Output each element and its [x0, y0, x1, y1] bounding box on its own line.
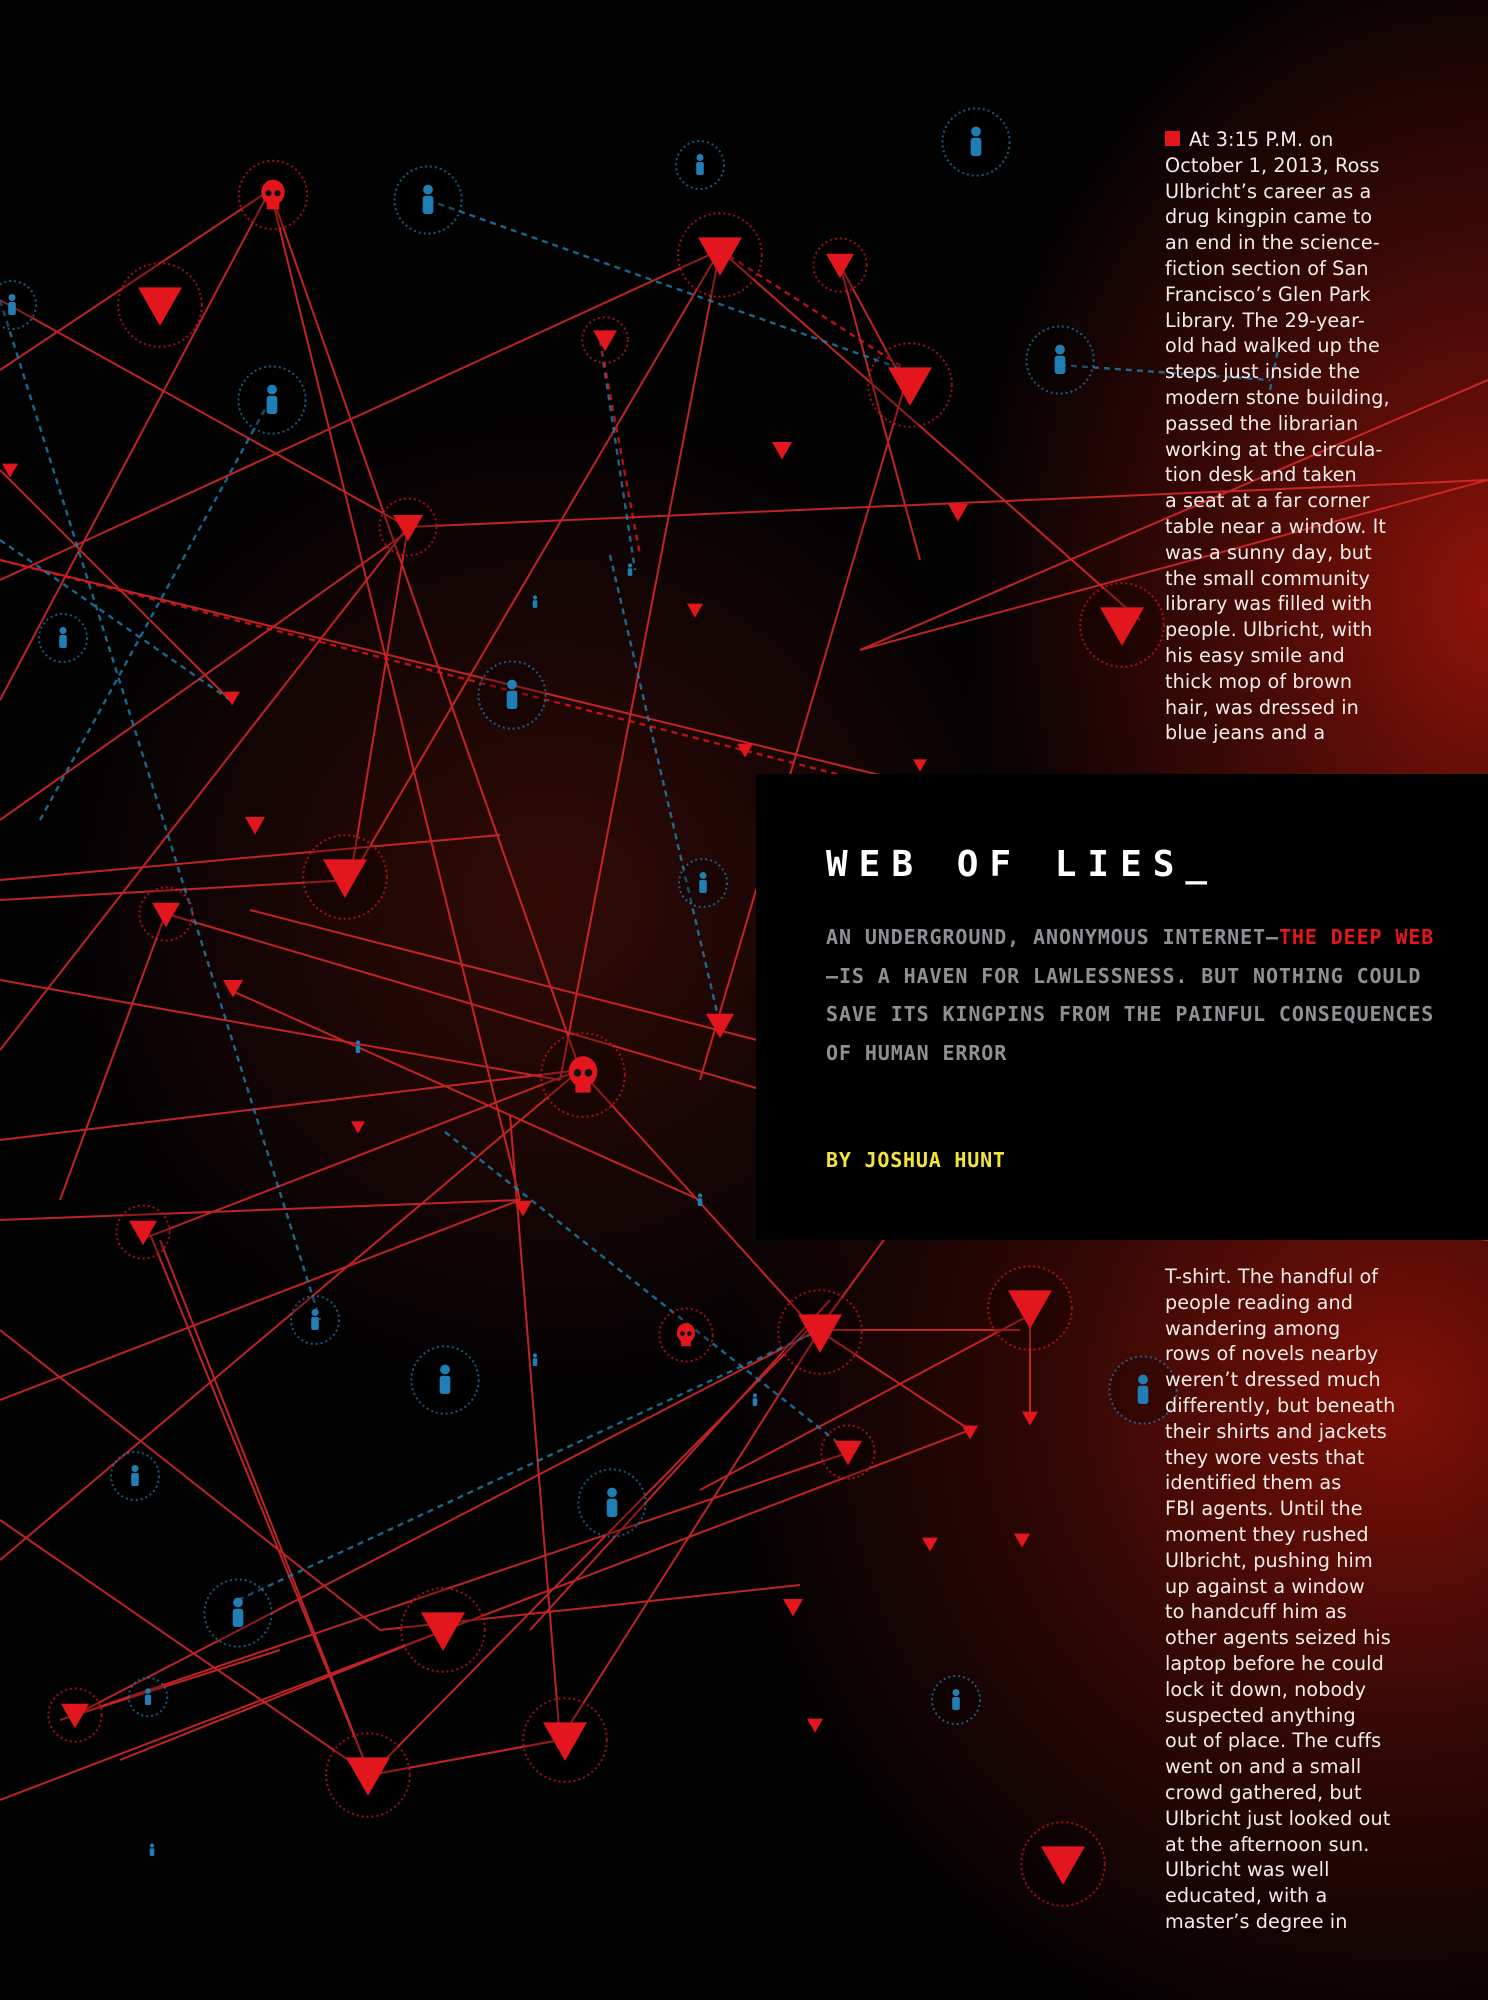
person-icon: [39, 614, 87, 662]
warning-triangle-icon: [772, 442, 792, 460]
person-icon: [411, 1346, 478, 1413]
person-icon: [238, 366, 305, 433]
person-icon: [628, 563, 633, 576]
person-icon: [291, 1296, 339, 1344]
dek-part-2: —IS A HAVEN FOR LAWLESSNESS. BUT NOTHING COULD SAVE ITS KINGPINS FROM THE PAINFUL CONSEQUENCES OF HUMAN ERROR: [826, 963, 1435, 1065]
warning-triangle-icon: [687, 604, 703, 618]
warning-triangle-icon: [351, 1121, 365, 1133]
dek-highlight: THE DEEP WEB: [1278, 925, 1435, 949]
skull-icon: [541, 1033, 625, 1117]
person-icon: [533, 1353, 538, 1366]
body-text-col2: T-shirt. The handful of people reading and wandering among rows of novels nearby weren’t dressed much differently, but beneath their shirts and jackets they wore vests that identified them as FBI agents. Until the moment they rushed Ulbricht, pushing him up against a window to handcuff him as other agents seized his laptop before he could lock it down, nobody suspected anything out of place. The cuffs went on and a small crowd gathered, but Ulbricht just looked out at the afternoon sun. Ulbricht was well educated, with a master’s degree in: [1165, 1265, 1396, 1933]
person-icon: [150, 1843, 155, 1856]
warning-triangle-icon: [245, 817, 265, 835]
warning-triangle-icon: [813, 238, 866, 291]
warning-triangle-icon: [922, 1538, 938, 1552]
warning-triangle-icon: [821, 1425, 874, 1478]
warning-triangle-icon: [988, 1266, 1072, 1350]
body-text-col1: At 3:15 P.M. on October 1, 2013, Ross Ulbricht’s career as a drug kingpin came to an end in the science- fiction section of San Francisco’s Glen Park Library. The 29-year- old had walked up the steps just inside the modern stone building, passed the librarian working at the circula- tion desk and taken a seat at a far corner table near a window. It was a sunny day, but the small community library was filled with people. Ulbricht, with his easy smile and thick mop of brown hair, was dressed in blue jeans and a: [1165, 128, 1390, 745]
warning-triangle-icon: [868, 343, 952, 427]
article-title: WEB OF LIES_: [826, 844, 1219, 885]
person-icon: [533, 595, 538, 608]
person-icon: [698, 1193, 703, 1206]
person-icon: [111, 1452, 159, 1500]
warning-triangle-icon: [380, 499, 437, 556]
skull-icon: [659, 1308, 712, 1361]
person-icon: [204, 1579, 271, 1646]
article-dek: [826, 918, 1446, 1072]
warning-triangle-icon: [1022, 1412, 1038, 1426]
person-icon: [478, 661, 545, 728]
person-icon: [676, 141, 724, 189]
warning-triangle-icon: [706, 1014, 734, 1039]
warning-triangle-icon: [737, 744, 753, 758]
warning-triangle-icon: [303, 835, 387, 919]
person-icon: [578, 1469, 645, 1536]
warning-triangle-icon: [778, 1290, 862, 1374]
dek-part-1: AN UNDERGROUND, ANONYMOUS INTERNET—: [826, 925, 1279, 949]
warning-triangle-icon: [582, 317, 628, 363]
warning-triangle-icon: [678, 213, 762, 297]
body-column-2: [1165, 1264, 1465, 1935]
warning-triangle-icon: [1014, 1534, 1030, 1548]
skull-icon: [239, 161, 307, 229]
warning-triangle-icon: [1021, 1822, 1105, 1906]
person-icon: [753, 1393, 758, 1406]
person-icon: [932, 1676, 980, 1724]
person-icon: [942, 108, 1009, 175]
warning-triangle-icon: [1080, 583, 1164, 667]
warning-triangle-icon: [48, 1688, 101, 1741]
person-icon: [1026, 326, 1093, 393]
person-icon: [129, 1678, 167, 1716]
warning-triangle-icon: [523, 1698, 607, 1782]
warning-triangle-icon: [118, 263, 202, 347]
headline-panel: [756, 774, 1488, 1240]
warning-triangle-icon: [807, 1719, 823, 1733]
person-icon: [356, 1040, 361, 1053]
warning-triangle-icon: [401, 1588, 485, 1672]
body-column-1: [1165, 127, 1465, 746]
person-icon: [0, 281, 36, 329]
warning-triangle-icon: [783, 1599, 803, 1617]
person-icon: [394, 166, 461, 233]
warning-triangle-icon: [326, 1733, 410, 1817]
start-square-icon: [1165, 131, 1180, 146]
warning-triangle-icon: [913, 759, 927, 771]
warning-triangle-icon: [948, 504, 968, 522]
person-icon: [679, 859, 727, 907]
warning-triangle-icon: [139, 887, 192, 940]
warning-triangle-icon: [116, 1205, 169, 1258]
byline: BY JOSHUA HUNT: [826, 1148, 1006, 1172]
